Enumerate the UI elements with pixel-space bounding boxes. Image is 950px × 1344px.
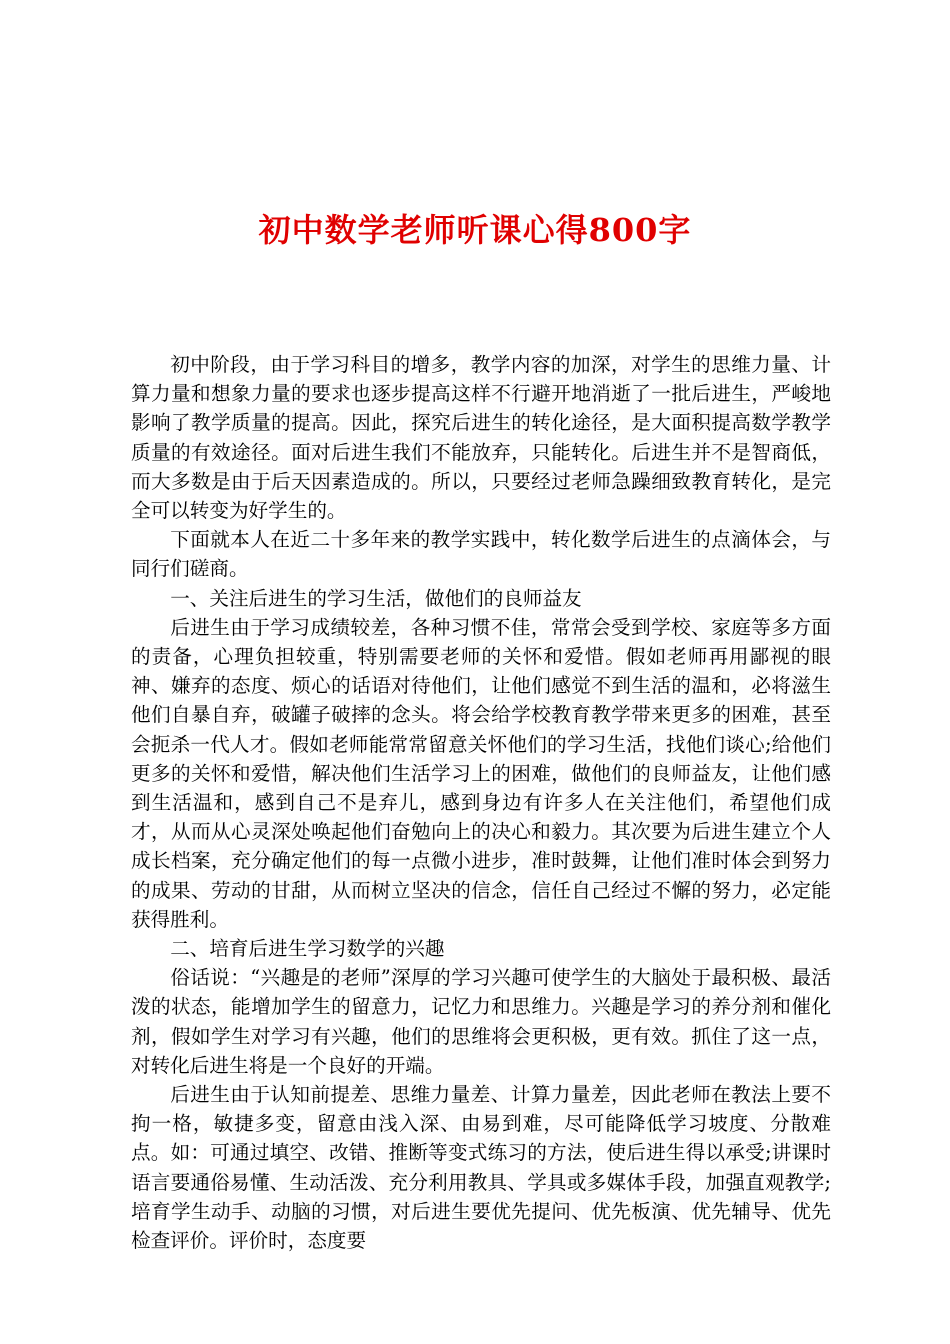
section-heading-1: 一、关注后进生的学习生活，做他们的良师益友 [170, 586, 582, 610]
paragraph-intro: 初中阶段，由于学习科目的增多，教学内容的加深，对学生的思维力量、计算力量和想象力量的要求也逐步提高这样不行避开地消逝了一批后进生，严峻地影响了教学质量的提高。因此，探究后进生的转化途径，是大面积提高数学教学质量的有效途径。面对后进生我们不能放弃，只能转化。后进生并不是智商低，而大多数是由于后天因素造成的。所以，只要经过老师急躁细致教育转化，是完全可以转变为好学生的。 [131, 353, 831, 523]
paragraph-purpose: 下面就本人在近二十多年来的教学实践中，转化数学后进生的点滴体会，与同行们磋商。 [131, 528, 831, 581]
paragraph-section-1: 后进生由于学习成绩较差，各种习惯不佳，常常会受到学校、家庭等多方面的责备，心理负担较重，特别需要老师的关怀和爱惜。假如老师再用鄙视的眼神、嫌弃的态度、烦心的话语对待他们，让他们感觉不到生活的温和，必将滋生他们自暴自弃，破罐子破摔的念头。将会给学校教育教学带来更多的困难，甚至会扼杀一代人才。假如老师能常常留意关怀他们的学习生活，找他们谈心;给他们更多的关怀和爱惜，解决他们生活学习上的困难，做他们的良师益友，让他们感到生活温和，感到自己不是弃儿，感到身边有许多人在关注他们，希望他们成才，从而从心灵深处唤起他们奋勉向上的决心和毅力。其次要为后进生建立个人成长档案，充分确定他们的每一点微小进步，准时鼓舞，让他们准时体会到努力的成果、劳动的甘甜，从而树立坚决的信念，信任自己经过不懈的努力，必定能获得胜利。 [131, 615, 831, 931]
paragraph-teaching-method: 后进生由于认知前提差、思维力量差、计算力量差，因此老师在教法上要不拘一格，敏捷多变，留意由浅入深、由易到难，尽可能降低学习坡度、分散难点。如：可通过填空、改错、推断等变式练习的方法，使后进生得以承受;讲课时语言要通俗易懂、生动活泼、充分利用教具、学具或多媒体手段，加强直观教学;培育学生动手、动脑的习惯，对后进生要优先提问、优先板演、优先辅导、优先检查评价。评价时，态度要 [131, 1083, 831, 1253]
section-heading-2: 二、培育后进生学习数学的兴趣 [170, 937, 445, 961]
document-title: 初中数学老师听课心得800字 [258, 211, 692, 249]
paragraph-interest: 俗话说：“兴趣是的老师”深厚的学习兴趣可使学生的大脑处于最积极、最活泼的状态，能增加学生的留意力，记忆力和思维力。兴趣是学习的养分剂和催化剂，假如学生对学习有兴趣，他们的思维将会更积极，更有效。抓住了这一点，对转化后进生将是一个良好的开端。 [131, 966, 831, 1077]
document-body [131, 350, 831, 1255]
